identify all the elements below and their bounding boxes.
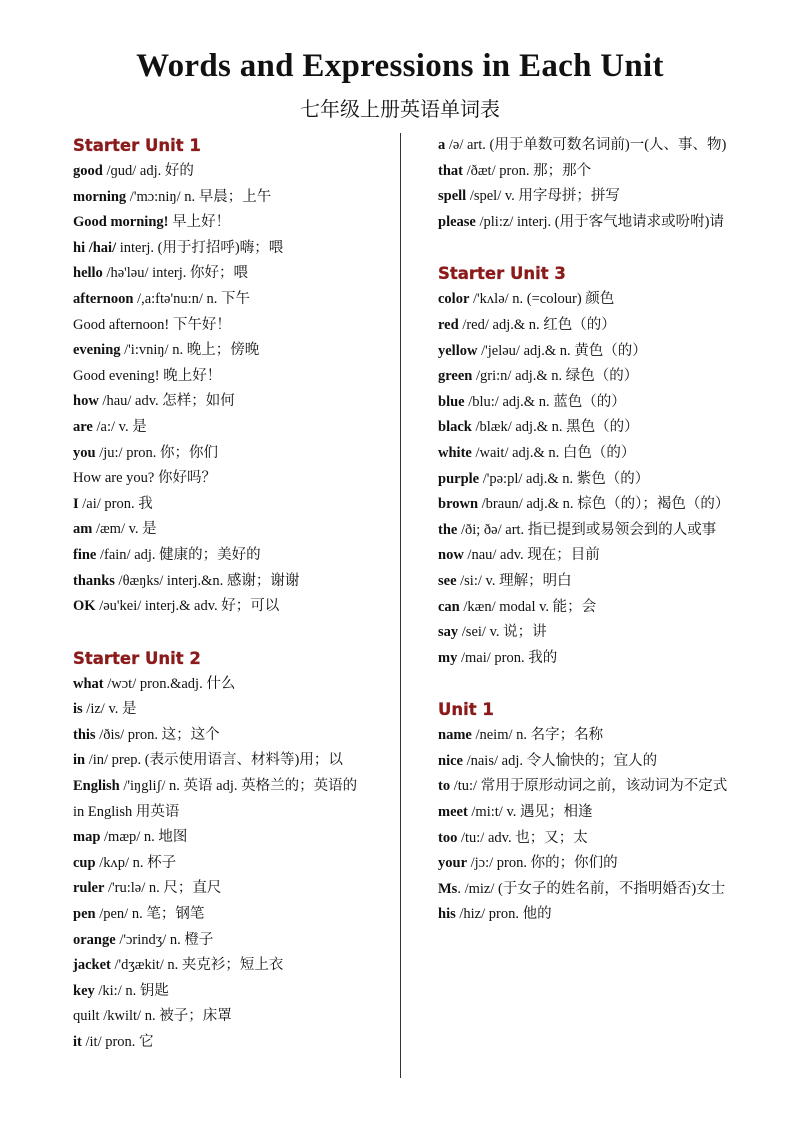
vocab-word: it: [73, 1034, 82, 1050]
vocab-word: is: [73, 701, 83, 718]
vocab-definition: /'ɔrindʒ/ n. 橙子: [115, 931, 214, 948]
vocab-definition: /'mɔ:niŋ/ n. 早晨；上午: [126, 188, 272, 205]
vocab-word: English: [73, 778, 120, 795]
unit-heading: Unit 1: [438, 700, 494, 720]
vocab-word: a: [438, 137, 446, 153]
vocab-definition: /blu:/ adj.& n. 蓝色（的）: [464, 393, 626, 410]
vocab-entry: [73, 313, 393, 339]
right-column: [438, 133, 750, 928]
vocab-definition: /wait/ adj.& n. 白色（的）: [471, 444, 636, 461]
vocab-definition: /mæp/ n. 地图: [100, 829, 188, 846]
vocab-entry: [438, 210, 750, 236]
vocab-word: I: [73, 495, 79, 512]
vocab-entry: [73, 415, 393, 441]
unit-section: [73, 646, 393, 1056]
vocab-word: hello: [73, 265, 103, 282]
vocab-entry: [438, 133, 750, 159]
vocab-entry: [73, 517, 393, 543]
vocab-entry: [73, 697, 393, 723]
vocab-word: my: [438, 649, 458, 666]
vocab-word: green: [438, 368, 473, 385]
vocab-entry: [73, 543, 393, 569]
vocab-word: white: [438, 444, 472, 461]
vocab-entry: [438, 569, 750, 595]
vocab-word: am: [73, 521, 93, 538]
vocab-definition: /fain/ adj. 健康的；美好的: [96, 546, 261, 563]
vocab-definition: /spel/ v. 用字母拼；拼写: [466, 188, 620, 205]
vocab-definition: /neim/ n. 名字；名称: [471, 727, 604, 744]
vocab-definition: /ðæt/ pron. 那；那个: [462, 162, 592, 179]
vocab-entry: [438, 749, 750, 775]
vocab-entry: [438, 364, 750, 390]
vocab-definition: /sei/ v. 说；讲: [458, 624, 547, 641]
vocab-word: Good morning!: [73, 214, 169, 231]
vocab-entry: [73, 492, 393, 518]
vocab-entry: [73, 979, 393, 1005]
vocab-word: your: [438, 855, 467, 872]
vocab-definition: /hau/ adv. 怎样；如何: [98, 393, 235, 410]
vocab-word: say: [438, 624, 459, 641]
vocab-definition: /pli:z/ interj. (用于客气地请求或吩咐)请: [475, 213, 724, 230]
vocab-entry: [438, 826, 750, 852]
vocab-word: thanks: [73, 572, 115, 589]
vocab-word: blue: [438, 393, 465, 410]
vocab-definition: /,a:ftə'nu:n/ n. 下午: [133, 290, 251, 307]
vocab-entry: [73, 236, 393, 262]
vocab-entry: [438, 543, 750, 569]
vocab-word: how: [73, 393, 99, 410]
vocab-entry: [73, 1030, 393, 1056]
vocab-word: are: [73, 418, 93, 435]
page-subtitle: 七年级上册英语单词表: [300, 97, 500, 121]
vocab-word: jacket: [73, 957, 111, 974]
vocab-word: you: [73, 444, 96, 461]
unit-section: [438, 261, 750, 671]
vocab-word: yellow: [438, 342, 478, 359]
vocab-word: his: [438, 906, 456, 923]
vocab-definition: /it/ pron. 它: [81, 1034, 154, 1050]
vocab-entry: [73, 338, 393, 364]
vocab-word: purple: [438, 470, 480, 487]
vocab-entry: [73, 928, 393, 954]
vocab-definition: /blæk/ adj.& n. 黑色（的）: [471, 419, 639, 436]
vocab-word: OK: [73, 598, 96, 615]
vocab-definition: /gri:n/ adj.& n. 绿色（的）: [472, 368, 639, 385]
vocab-entry: [438, 877, 750, 903]
unit-section: [438, 133, 750, 235]
vocab-word: that: [438, 162, 463, 179]
vocab-entry: [73, 466, 393, 492]
vocab-definition: 早上好！: [168, 214, 231, 231]
unit-heading: Starter Unit 2: [73, 648, 201, 668]
vocab-entry: [73, 953, 393, 979]
vocab-word: too: [438, 829, 458, 846]
vocab-entry: [73, 569, 393, 595]
vocab-entry: [438, 287, 750, 313]
vocab-word: Ms: [438, 880, 458, 897]
vocab-entry: [73, 210, 393, 236]
vocab-definition: /tu:/ adv. 也；又；太: [457, 829, 588, 846]
vocab-word: fine: [73, 546, 97, 563]
vocab-word: morning: [73, 188, 127, 205]
vocab-entry: [438, 390, 750, 416]
vocab-definition: /pen/ n. 笔；钢笔: [95, 906, 205, 923]
vocab-entry: [438, 646, 750, 672]
vocab-word: this: [73, 726, 96, 743]
vocab-word: pen: [73, 906, 96, 923]
vocab-word: now: [438, 547, 464, 564]
vocab-definition: /iz/ v. 是: [82, 701, 137, 718]
vocab-definition: /in/ prep. (表示使用语言、材料等)用；以: [85, 752, 343, 769]
vocab-definition: /nais/ adj. 令人愉快的；宜人的: [462, 752, 658, 769]
vocab-entry: [438, 595, 750, 621]
vocab-entry: [438, 902, 750, 928]
vocab-word: please: [438, 213, 476, 230]
vocab-entry: [73, 441, 393, 467]
column-divider: [400, 133, 401, 1078]
vocab-word: key: [73, 982, 95, 999]
vocab-definition: /hiz/ pron. 他的: [455, 906, 552, 923]
unit-heading: Starter Unit 3: [438, 264, 566, 284]
vocab-definition: /mai/ pron. 我的: [457, 649, 558, 666]
vocab-definition: /'dʒækit/ n. 夹克衫；短上衣: [110, 957, 284, 974]
vocab-word: red: [438, 316, 459, 333]
vocab-word: in: [73, 752, 86, 769]
vocab-entry: [73, 185, 393, 211]
vocab-entry: [438, 313, 750, 339]
vocab-entry: [73, 1004, 393, 1030]
vocab-definition: How are you? 你好吗？: [73, 470, 216, 487]
vocab-entry: [73, 774, 393, 800]
vocab-definition: /kæn/ modal v. 能；会: [459, 598, 597, 615]
vocab-entry: [73, 159, 393, 185]
vocab-definition: /ə/ art. (用于单数可数名词前)一(人、事、物): [445, 137, 727, 153]
vocab-definition: /ði; ðə/ art. 指已提到或易领会到的人或事: [457, 521, 717, 538]
vocab-entry: [438, 184, 750, 210]
vocab-entry: [73, 902, 393, 928]
vocab-word: good: [73, 163, 103, 179]
vocab-word: nice: [438, 752, 463, 769]
vocab-definition: Good afternoon! 下午好！: [73, 316, 231, 333]
vocab-definition: /'i:vniŋ/ n. 晚上；傍晚: [120, 342, 260, 359]
vocab-word: cup: [73, 854, 96, 871]
vocab-entry: [438, 467, 750, 493]
vocab-definition: /braun/ adj.& n. 棕色（的）；褐色（的）: [478, 496, 730, 513]
vocab-definition: /ðis/ pron. 这；这个: [95, 726, 220, 743]
vocab-definition: /mi:t/ v. 遇见；相逢: [467, 804, 593, 821]
vocab-definition: in English 用英语: [73, 803, 180, 820]
unit-heading: Starter Unit 1: [73, 136, 201, 155]
vocab-entry: [438, 774, 750, 800]
vocab-definition: /a:/ v. 是: [92, 418, 147, 435]
vocab-definition: /kʌp/ n. 杯子: [95, 854, 177, 871]
vocab-definition: /tu:/ 常用于原形动词之前，该动词为不定式: [450, 778, 728, 795]
vocab-entry: [73, 389, 393, 415]
vocab-word: see: [438, 572, 457, 589]
left-column: [73, 133, 393, 1056]
vocab-entry: [73, 364, 393, 390]
vocab-definition: quilt /kwilt/ n. 被子；床罩: [73, 1008, 232, 1025]
vocab-definition: /θæŋks/ interj.&n. 感谢；谢谢: [114, 572, 300, 589]
vocab-definition: /hə'ləu/ interj. 你好；喂: [102, 265, 248, 282]
vocab-word: map: [73, 829, 101, 846]
vocab-word: color: [438, 291, 470, 308]
vocab-definition: /'ru:lə/ n. 尺；直尺: [104, 880, 222, 897]
vocab-entry: [73, 594, 393, 620]
page-title: Words and Expressions in Each Unit: [136, 48, 664, 84]
vocab-entry: [73, 876, 393, 902]
vocab-entry: [73, 800, 393, 826]
vocab-definition: /əu'kei/ interj.& adv. 好；可以: [95, 598, 280, 615]
vocab-entry: [438, 800, 750, 826]
vocab-entry: [438, 415, 750, 441]
vocab-definition: /ju:/ pron. 你；你们: [95, 444, 219, 461]
vocab-entry: [438, 339, 750, 365]
vocab-definition: interj. (用于打招呼)嗨；喂: [116, 239, 284, 256]
vocab-entry: [73, 825, 393, 851]
vocab-word: hi /hai/: [73, 239, 117, 256]
vocab-entry: [438, 492, 750, 518]
vocab-entry: [438, 851, 750, 877]
vocab-word: what: [73, 675, 104, 692]
vocab-word: the: [438, 521, 458, 538]
unit-section: [73, 133, 393, 620]
vocab-entry: [438, 620, 750, 646]
vocab-entry: [73, 748, 393, 774]
vocab-definition: /ki:/ n. 钥匙: [94, 982, 169, 999]
vocab-entry: [73, 672, 393, 698]
vocab-definition: /ɡud/ adj. 好的: [102, 163, 194, 179]
vocab-word: brown: [438, 496, 479, 513]
vocab-entry: [438, 518, 750, 544]
vocab-word: ruler: [73, 880, 105, 897]
vocab-word: meet: [438, 804, 468, 821]
vocab-word: black: [438, 419, 472, 436]
vocab-entry: [438, 441, 750, 467]
vocab-word: can: [438, 598, 460, 615]
vocab-definition: /si:/ v. 理解；明白: [456, 572, 572, 589]
vocab-definition: /red/ adj.& n. 红色（的）: [458, 316, 616, 333]
vocab-definition: /nau/ adv. 现在；目前: [463, 547, 600, 564]
vocab-definition: /'pə:pl/ adj.& n. 紫色（的）: [479, 470, 650, 487]
vocab-word: afternoon: [73, 290, 134, 307]
vocab-definition: /æm/ v. 是: [92, 521, 157, 538]
vocab-definition: /'jeləu/ adj.& n. 黄色（的）: [477, 342, 647, 359]
vocab-word: spell: [438, 188, 467, 205]
vocab-entry: [73, 261, 393, 287]
vocab-definition: /jɔ:/ pron. 你的；你们的: [467, 855, 618, 872]
vocab-entry: [438, 159, 750, 185]
vocab-definition: /'iŋgliʃ/ n. 英语 adj. 英格兰的；英语的: [119, 778, 358, 795]
vocab-definition: /'kʌlə/ n. (=colour) 颜色: [469, 291, 615, 308]
vocab-entry: [73, 851, 393, 877]
vocab-entry: [73, 287, 393, 313]
vocab-definition: /ai/ pron. 我: [78, 495, 153, 512]
vocab-entry: [438, 723, 750, 749]
vocab-word: evening: [73, 342, 121, 359]
unit-section: [438, 697, 750, 928]
vocab-word: orange: [73, 931, 116, 948]
vocab-definition: Good evening! 晚上好！: [73, 367, 222, 384]
vocab-definition: . /miz/ (于女子的姓名前，不指明婚否)女士: [457, 880, 726, 897]
vocab-definition: /wɔt/ pron.&adj. 什么: [103, 675, 236, 692]
vocab-entry: [73, 723, 393, 749]
vocab-word: to: [438, 778, 451, 795]
vocab-word: name: [438, 727, 472, 744]
